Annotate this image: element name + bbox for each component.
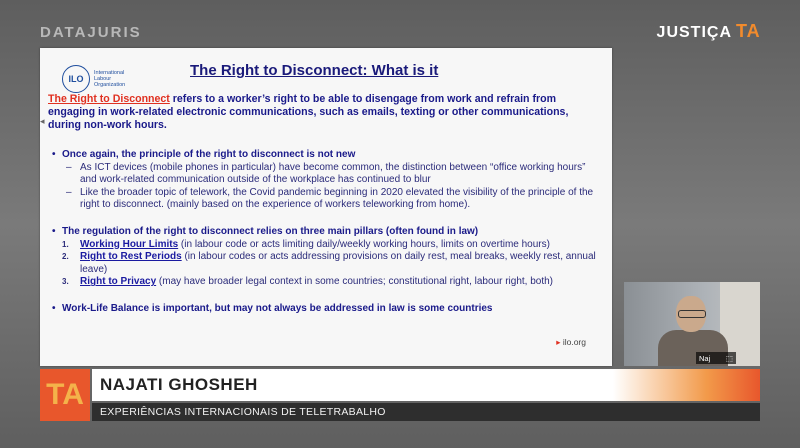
- intro-text: refers to a worker’s right to be able to disengage from work and refrain from engaging in work-related electronic communications, such as emails, texting or other communications, during non-work hours.: [48, 93, 569, 131]
- arrow-icon: ▸: [556, 337, 563, 347]
- justica-logo-text: JUSTIÇA: [656, 24, 732, 41]
- pillar-number: 3.: [62, 277, 69, 287]
- intro-term: The Right to Disconnect: [48, 93, 170, 105]
- pillar-label: Working Hour Limits: [80, 238, 179, 250]
- pillar-number: 1.: [62, 239, 69, 249]
- slide-title: The Right to Disconnect: What is it: [190, 62, 439, 79]
- speaker-glasses: [678, 310, 706, 318]
- lower-third: [40, 369, 760, 421]
- ta-badge-icon: TA: [40, 369, 90, 421]
- pillar-text: (may have broader legal context in some countries; constitutional right, labour right, both): [156, 276, 554, 288]
- speaker-name-bar: [92, 369, 760, 401]
- pillar-item: [52, 239, 604, 252]
- program-subtitle-bar: [92, 403, 760, 421]
- ilo-logo: [62, 65, 134, 93]
- sub-bullet-ict: – As ICT devices (mobile phones in particular) have become common, the distinction between “office working hours” and work-related communication outside of the workplace has continued to blur: [52, 162, 604, 187]
- sub-bullet-covid: – Like the broader topic of telework, the Covid pandemic beginning in 2020 elevated the visibility of the principle of the right to disconnect. (mainly based on the experience of workers teleworking from home).: [52, 187, 604, 212]
- ilo-org-name: International Labour Organization: [94, 70, 126, 88]
- bullet-pillars: • The regulation of the right to disconnect relies on three main pillars (often found in law): [52, 226, 604, 239]
- pillar-text: (in labour code or acts limiting daily/weekly working hours, limits on overtime hours): [178, 238, 550, 250]
- justica-ta-logo: [657, 22, 760, 44]
- speaker-camera-feed: [624, 282, 760, 366]
- speaker-name: NAJATI GHOSHEH: [100, 375, 258, 394]
- bullet-principle: • Once again, the principle of the right to disconnect is not new: [52, 149, 604, 162]
- ta-logo-icon: TA: [736, 21, 761, 41]
- slide-intro: [48, 93, 604, 132]
- pillar-number: 2.: [62, 252, 69, 262]
- ilo-emblem-icon: ILO: [62, 65, 90, 93]
- slide-arrow-icon: ◂: [40, 116, 45, 126]
- datajuris-watermark: DATAJURIS: [40, 24, 142, 41]
- presentation-slide: [40, 48, 612, 366]
- participant-name-tag: [696, 352, 736, 364]
- pillar-text: (in labour codes or acts addressing provisions on daily rest, meal breaks, weekly rest, annual leave): [80, 251, 596, 275]
- program-subtitle: EXPERIÊNCIAS INTERNACIONAIS DE TELETRABALHO: [100, 406, 386, 418]
- slide-bullets: [52, 143, 604, 316]
- bullet-work-life: • Work-Life Balance is important, but may not always be addressed in law is some countries: [52, 303, 604, 316]
- ilo-site-footer: ▸ ilo.org: [556, 337, 586, 347]
- share-icon: ⬚: [725, 353, 733, 363]
- pillar-label: Right to Privacy: [80, 276, 157, 288]
- pillar-label: Right to Rest Periods: [80, 251, 182, 263]
- pillar-item: [52, 251, 604, 276]
- pillar-item: [52, 276, 604, 289]
- participant-name: Naj: [699, 353, 711, 363]
